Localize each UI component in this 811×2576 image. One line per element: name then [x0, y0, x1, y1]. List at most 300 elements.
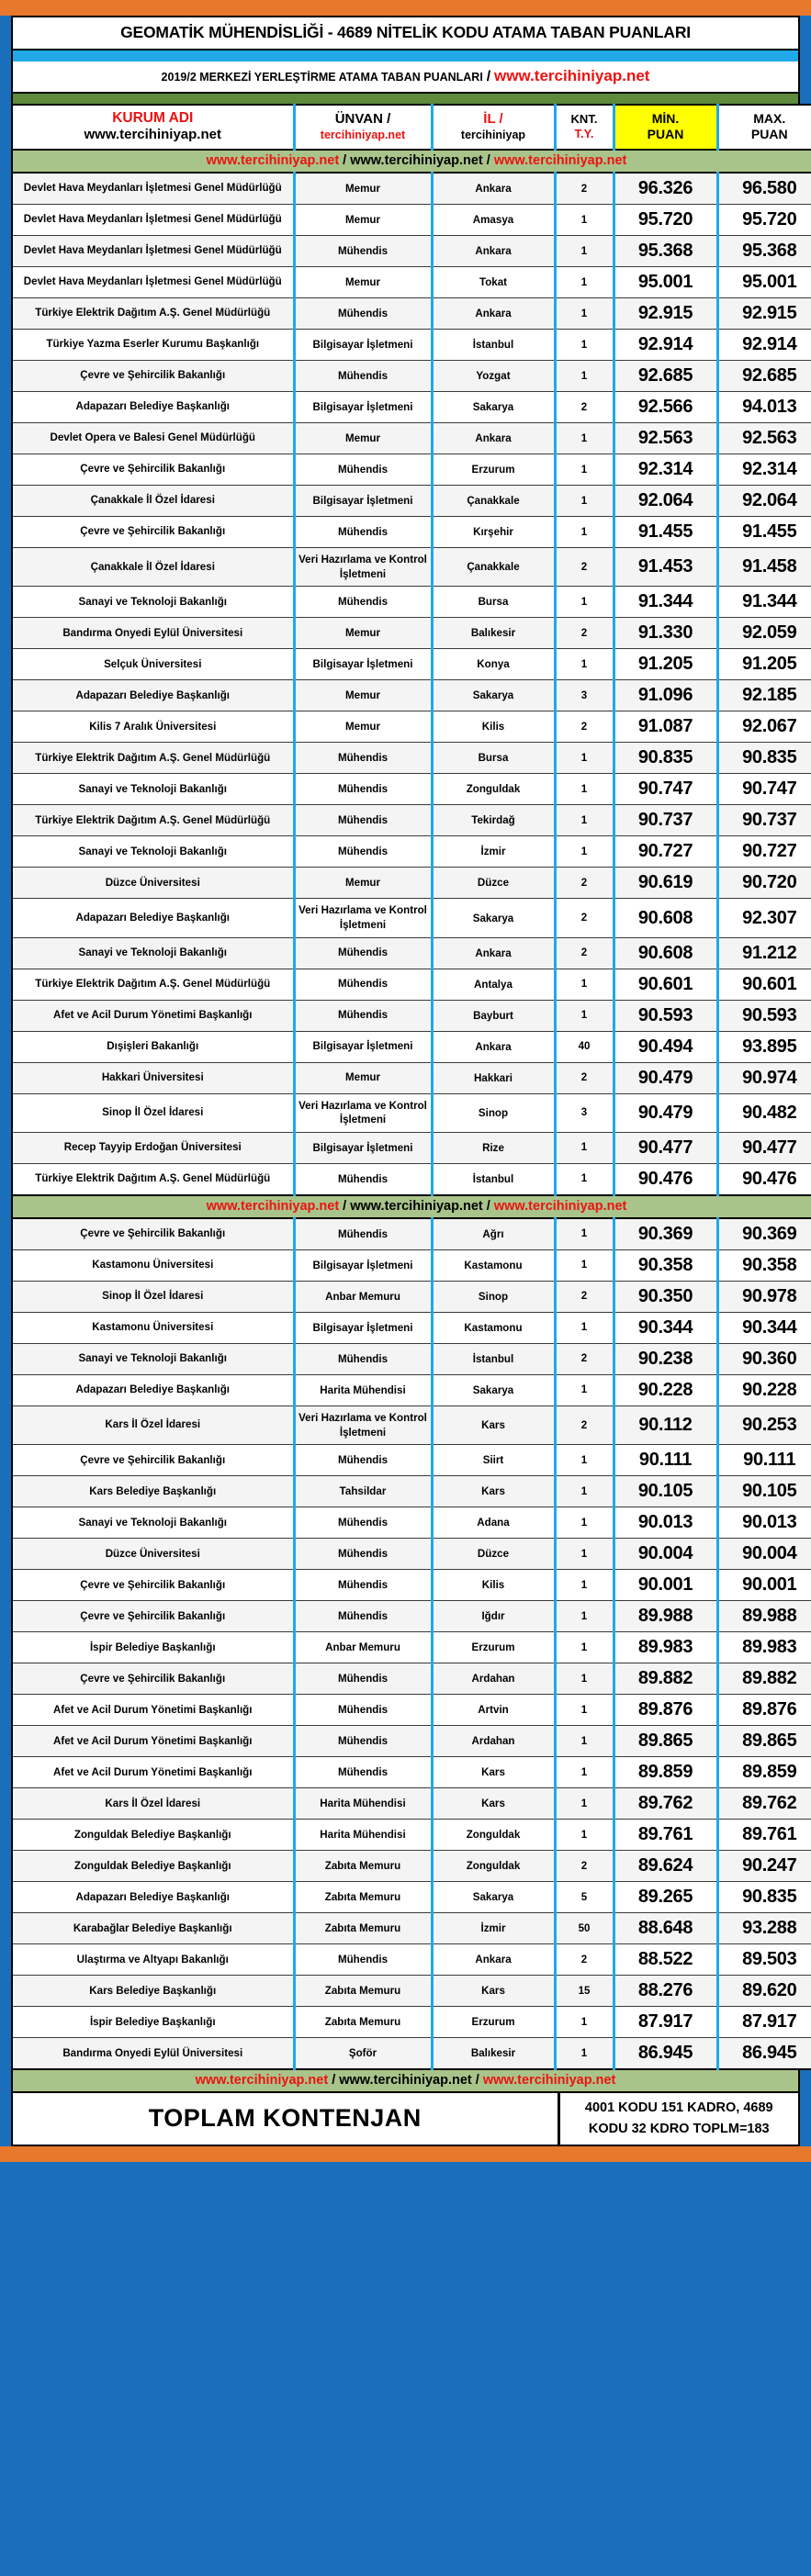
cell-il: Sakarya [432, 899, 555, 937]
website-band-cell [12, 1195, 811, 1218]
table-row[interactable] [12, 298, 811, 330]
cell-unvan: Zabıta Memuru [294, 1913, 432, 1944]
cell-unvan: Zabıta Memuru [294, 1851, 432, 1882]
table-row[interactable] [12, 205, 811, 236]
cell-kurum: Çanakkale İl Özel İdaresi [12, 548, 294, 587]
band-sep-1: / [339, 153, 351, 169]
cell-max-puan: 95.368 [717, 236, 811, 267]
cell-il: Kars [432, 1976, 555, 2007]
cell-min-puan: 90.747 [614, 774, 717, 805]
column-header-kontenjan[interactable] [555, 105, 614, 150]
cell-kontenjan: 1 [555, 649, 614, 680]
cell-min-puan: 90.344 [614, 1312, 717, 1343]
cell-unvan: Bilgisayar İşletmeni [294, 1312, 432, 1343]
cell-max-puan: 90.013 [717, 1507, 811, 1539]
cell-kurum: Adapazarı Belediye Başkanlığı [12, 899, 294, 937]
cell-kurum: Türkiye Elektrik Dağıtım A.Ş. Genel Müdürlüğü [12, 743, 294, 774]
table-row[interactable] [12, 1062, 811, 1093]
cell-max-puan: 94.013 [717, 392, 811, 423]
cell-min-puan: 91.096 [614, 680, 717, 711]
table-row[interactable] [12, 1913, 811, 1944]
website-band-cell [12, 150, 811, 173]
cell-min-puan: 91.455 [614, 517, 717, 548]
table-row[interactable] [12, 868, 811, 899]
cell-kurum: Zonguldak Belediye Başkanlığı [12, 1851, 294, 1882]
cell-il: Bayburt [432, 1000, 555, 1031]
cell-min-puan: 91.453 [614, 548, 717, 587]
cell-kontenjan: 1 [555, 298, 614, 330]
band-site-3: www.tercihiniyap.net [493, 1198, 627, 1214]
cell-max-puan: 90.727 [717, 836, 811, 868]
cell-kurum: Hakkari Üniversitesi [12, 1062, 294, 1093]
cell-min-puan: 90.494 [614, 1031, 717, 1062]
cell-kurum: Çevre ve Şehircilik Bakanlığı [12, 1601, 294, 1632]
table-row[interactable] [12, 680, 811, 711]
cell-unvan: Mühendis [294, 937, 432, 969]
cell-unvan: Veri Hazırlama ve Kontrol İşletmeni [294, 899, 432, 937]
cyan-divider [11, 50, 800, 62]
cell-kurum: Adapazarı Belediye Başkanlığı [12, 680, 294, 711]
table-row[interactable] [12, 899, 811, 937]
cell-unvan: Bilgisayar İşletmeni [294, 392, 432, 423]
cell-kurum: Devlet Opera ve Balesi Genel Müdürlüğü [12, 423, 294, 454]
band-sep-2: / [482, 1198, 494, 1214]
table-row[interactable] [12, 937, 811, 969]
cell-unvan: Memur [294, 1062, 432, 1093]
cell-kontenjan: 1 [555, 1132, 614, 1163]
cell-kurum: Çevre ve Şehircilik Bakanlığı [12, 454, 294, 486]
cell-il: Sakarya [432, 1374, 555, 1406]
cell-kontenjan: 2 [555, 899, 614, 937]
cell-min-puan: 92.685 [614, 361, 717, 392]
cell-kontenjan: 1 [555, 1476, 614, 1507]
table-row[interactable] [12, 774, 811, 805]
cell-kontenjan: 1 [555, 1312, 614, 1343]
cell-kontenjan: 2 [555, 173, 614, 205]
cell-il: Ankara [432, 937, 555, 969]
column-header-il[interactable] [432, 105, 555, 150]
cell-il: Kastamonu [432, 1249, 555, 1281]
cell-min-puan: 92.915 [614, 298, 717, 330]
cell-il: Amasya [432, 205, 555, 236]
table-row[interactable] [12, 486, 811, 517]
cell-kurum: Devlet Hava Meydanları İşletmesi Genel Müdürlüğü [12, 205, 294, 236]
cell-unvan: Mühendis [294, 236, 432, 267]
cell-max-puan: 90.747 [717, 774, 811, 805]
table-row[interactable] [12, 1632, 811, 1663]
knt-header-line1: KNT. [570, 111, 598, 126]
table-row[interactable] [12, 836, 811, 868]
cell-kontenjan: 1 [555, 1632, 614, 1663]
cell-min-puan: 92.314 [614, 454, 717, 486]
table-row[interactable] [12, 1570, 811, 1601]
cell-max-puan: 92.563 [717, 423, 811, 454]
cell-min-puan: 91.344 [614, 587, 717, 618]
cell-min-puan: 89.988 [614, 1601, 717, 1632]
table-row[interactable] [12, 361, 811, 392]
cell-kurum: Kilis 7 Aralık Üniversitesi [12, 711, 294, 743]
table-row[interactable] [12, 649, 811, 680]
cell-il: Siirt [432, 1445, 555, 1476]
cell-il: Sakarya [432, 680, 555, 711]
table-row[interactable] [12, 743, 811, 774]
cell-il: İstanbul [432, 330, 555, 361]
cell-kontenjan: 1 [555, 1249, 614, 1281]
table-row[interactable] [12, 1851, 811, 1882]
cell-min-puan: 90.601 [614, 969, 717, 1000]
table-row[interactable] [12, 267, 811, 298]
cell-unvan: Harita Mühendisi [294, 1374, 432, 1406]
cell-kontenjan: 1 [555, 267, 614, 298]
cell-max-puan: 92.314 [717, 454, 811, 486]
band-site-2: www.tercihiniyap.net [350, 153, 483, 169]
cell-il: Balıkesir [432, 2038, 555, 2070]
table-row[interactable] [12, 1539, 811, 1570]
cell-kontenjan: 1 [555, 1695, 614, 1726]
cell-kurum: Afet ve Acil Durum Yönetimi Başkanlığı [12, 1726, 294, 1757]
table-row[interactable] [12, 392, 811, 423]
cell-unvan: Harita Mühendisi [294, 1820, 432, 1851]
cell-max-puan: 90.720 [717, 868, 811, 899]
cell-max-puan: 90.358 [717, 1249, 811, 1281]
column-header-kurum[interactable] [12, 105, 294, 150]
cell-kurum: Sanayi ve Teknoloji Bakanlığı [12, 587, 294, 618]
cell-il: Kars [432, 1406, 555, 1444]
cell-min-puan: 89.761 [614, 1820, 717, 1851]
cell-max-puan: 90.105 [717, 1476, 811, 1507]
table-row[interactable] [12, 1406, 811, 1444]
table-row[interactable] [12, 1093, 811, 1132]
table-row[interactable] [12, 1445, 811, 1476]
cell-kontenjan: 2 [555, 1944, 614, 1976]
table-row[interactable] [12, 423, 811, 454]
cell-unvan: Mühendis [294, 1343, 432, 1374]
cell-min-puan: 92.914 [614, 330, 717, 361]
table-row[interactable] [12, 1249, 811, 1281]
cell-il: Ankara [432, 298, 555, 330]
table-row[interactable] [12, 1374, 811, 1406]
cell-kontenjan: 3 [555, 1093, 614, 1132]
cell-il: Konya [432, 649, 555, 680]
cell-il: Rize [432, 1132, 555, 1163]
cell-kurum: Düzce Üniversitesi [12, 868, 294, 899]
cell-max-puan: 90.477 [717, 1132, 811, 1163]
table-row[interactable] [12, 330, 811, 361]
cell-unvan: Mühendis [294, 298, 432, 330]
cell-max-puan: 92.914 [717, 330, 811, 361]
cell-kurum: Devlet Hava Meydanları İşletmesi Genel Müdürlüğü [12, 173, 294, 205]
table-row[interactable] [12, 1820, 811, 1851]
cell-min-puan: 89.882 [614, 1663, 717, 1695]
table-row[interactable] [12, 1507, 811, 1539]
cell-unvan: Mühendis [294, 1163, 432, 1195]
cell-max-puan: 91.344 [717, 587, 811, 618]
cell-max-puan: 90.737 [717, 805, 811, 836]
cell-unvan: Zabıta Memuru [294, 1882, 432, 1913]
cell-kurum: Türkiye Elektrik Dağıtım A.Ş. Genel Müdürlüğü [12, 1163, 294, 1195]
cell-kurum: Adapazarı Belediye Başkanlığı [12, 1374, 294, 1406]
cell-unvan: Mühendis [294, 1726, 432, 1757]
table-row[interactable] [12, 1695, 811, 1726]
cell-unvan: Veri Hazırlama ve Kontrol İşletmeni [294, 1093, 432, 1132]
table-row[interactable] [12, 711, 811, 743]
cell-min-puan: 90.476 [614, 1163, 717, 1195]
cell-il: Tekirdağ [432, 805, 555, 836]
cell-min-puan: 90.350 [614, 1281, 717, 1312]
cell-kurum: Sanayi ve Teknoloji Bakanlığı [12, 836, 294, 868]
cell-il: Kilis [432, 711, 555, 743]
table-row[interactable] [12, 1132, 811, 1163]
cell-il: Yozgat [432, 361, 555, 392]
il-header-line2: tercihiniyap [460, 128, 526, 141]
table-body [12, 150, 811, 2069]
cell-kontenjan: 2 [555, 1343, 614, 1374]
cell-il: Antalya [432, 969, 555, 1000]
cell-max-puan: 93.895 [717, 1031, 811, 1062]
table-row[interactable] [12, 1312, 811, 1343]
cell-max-puan: 89.761 [717, 1820, 811, 1851]
cell-kurum: Çevre ve Şehircilik Bakanlığı [12, 361, 294, 392]
cell-max-puan: 93.288 [717, 1913, 811, 1944]
cell-kontenjan: 1 [555, 1000, 614, 1031]
cell-unvan: Veri Hazırlama ve Kontrol İşletmeni [294, 548, 432, 587]
cell-kontenjan: 2 [555, 868, 614, 899]
cell-max-puan: 91.455 [717, 517, 811, 548]
cell-unvan: Mühendis [294, 517, 432, 548]
table-row[interactable] [12, 517, 811, 548]
cell-kurum: Sanayi ve Teknoloji Bakanlığı [12, 937, 294, 969]
cell-max-puan: 89.983 [717, 1632, 811, 1663]
cell-kontenjan: 1 [555, 517, 614, 548]
cell-unvan: Mühendis [294, 1218, 432, 1250]
cell-kurum: Çevre ve Şehircilik Bakanlığı [12, 1570, 294, 1601]
cell-il: Çanakkale [432, 486, 555, 517]
cell-kontenjan: 1 [555, 1570, 614, 1601]
il-header-line1: İL / [483, 110, 503, 127]
cell-max-puan: 92.067 [717, 711, 811, 743]
total-value [558, 2093, 799, 2145]
max-header-line1: MAX. [753, 110, 786, 126]
cell-kurum: Devlet Hava Meydanları İşletmesi Genel Müdürlüğü [12, 267, 294, 298]
table-row[interactable] [12, 1882, 811, 1913]
table-row[interactable] [12, 1281, 811, 1312]
cell-il: Kars [432, 1788, 555, 1820]
cell-il: Zonguldak [432, 1851, 555, 1882]
cell-kurum: Adapazarı Belediye Başkanlığı [12, 392, 294, 423]
cell-kurum: Çanakkale İl Özel İdaresi [12, 486, 294, 517]
cell-min-puan: 90.479 [614, 1093, 717, 1132]
cell-min-puan: 90.619 [614, 868, 717, 899]
cell-unvan: Mühendis [294, 1570, 432, 1601]
cell-max-puan: 90.835 [717, 743, 811, 774]
table-header [12, 105, 811, 150]
table-row[interactable] [12, 618, 811, 649]
table-row[interactable] [12, 1476, 811, 1507]
cell-il: Artvin [432, 1695, 555, 1726]
cell-kurum: Karabağlar Belediye Başkanlığı [12, 1913, 294, 1944]
subtitle-separator: / [486, 69, 491, 84]
cell-kurum: Recep Tayyip Erdoğan Üniversitesi [12, 1132, 294, 1163]
cell-min-puan: 90.737 [614, 805, 717, 836]
table-row[interactable] [12, 587, 811, 618]
cell-unvan: Memur [294, 711, 432, 743]
column-header-min-puan[interactable] [614, 105, 717, 150]
table-row[interactable] [12, 1663, 811, 1695]
cell-min-puan: 90.727 [614, 836, 717, 868]
cell-unvan: Mühendis [294, 1445, 432, 1476]
cell-il: Ankara [432, 1031, 555, 1062]
cell-kurum: Sanayi ve Teknoloji Bakanlığı [12, 1507, 294, 1539]
cell-min-puan: 90.013 [614, 1507, 717, 1539]
cell-min-puan: 90.479 [614, 1062, 717, 1093]
cell-kurum: Afet ve Acil Durum Yönetimi Başkanlığı [12, 1757, 294, 1788]
cell-il: İstanbul [432, 1163, 555, 1195]
cell-unvan: Veri Hazırlama ve Kontrol İşletmeni [294, 1406, 432, 1444]
table-row[interactable] [12, 1976, 811, 2007]
column-header-max-puan[interactable] [717, 105, 811, 150]
cell-il: Zonguldak [432, 1820, 555, 1851]
max-header-line2: PUAN [750, 127, 788, 142]
cell-kontenjan: 1 [555, 774, 614, 805]
table-row[interactable] [12, 1757, 811, 1788]
table-row[interactable] [12, 1343, 811, 1374]
cell-min-puan: 91.205 [614, 649, 717, 680]
cell-kurum: Çevre ve Şehircilik Bakanlığı [12, 1445, 294, 1476]
cell-il: Balıkesir [432, 618, 555, 649]
cell-unvan: Memur [294, 680, 432, 711]
subtitle-text: 2019/2 MERKEZİ YERLEŞTİRME ATAMA TABAN PUANLARI [161, 71, 483, 84]
table-row[interactable] [12, 1944, 811, 1976]
cell-il: Sinop [432, 1281, 555, 1312]
cell-kontenjan: 2 [555, 1851, 614, 1882]
table-row[interactable] [12, 1601, 811, 1632]
cell-unvan: Mühendis [294, 1601, 432, 1632]
cell-max-puan: 90.835 [717, 1882, 811, 1913]
cell-unvan: Mühendis [294, 743, 432, 774]
table-row[interactable] [12, 1000, 811, 1031]
cell-kontenjan: 1 [555, 423, 614, 454]
cell-min-puan: 90.112 [614, 1406, 717, 1444]
cell-il: Ankara [432, 423, 555, 454]
table-row[interactable] [12, 454, 811, 486]
table-row[interactable] [12, 1218, 811, 1250]
cell-kontenjan: 2 [555, 1062, 614, 1093]
cell-min-puan: 90.608 [614, 899, 717, 937]
cell-unvan: Mühendis [294, 361, 432, 392]
cell-kontenjan: 1 [555, 1445, 614, 1476]
table-row[interactable] [12, 2038, 811, 2070]
cell-max-puan: 90.004 [717, 1539, 811, 1570]
cell-max-puan: 89.620 [717, 1976, 811, 2007]
table-row[interactable] [12, 1726, 811, 1757]
table-row[interactable] [12, 1031, 811, 1062]
cell-il: Ankara [432, 236, 555, 267]
top-orange-bar [0, 0, 811, 16]
cell-unvan: Mühendis [294, 1944, 432, 1976]
cell-kontenjan: 1 [555, 361, 614, 392]
cell-kontenjan: 2 [555, 1281, 614, 1312]
cell-unvan: Memur [294, 205, 432, 236]
cell-kontenjan: 2 [555, 392, 614, 423]
cell-unvan: Bilgisayar İşletmeni [294, 649, 432, 680]
column-header-unvan[interactable] [294, 105, 432, 150]
cell-kontenjan: 1 [555, 236, 614, 267]
cell-min-puan: 90.111 [614, 1445, 717, 1476]
kurum-header-line2: www.tercihiniyap.net [84, 127, 221, 143]
cell-unvan: Bilgisayar İşletmeni [294, 1132, 432, 1163]
cell-kontenjan: 1 [555, 330, 614, 361]
cell-il: Zonguldak [432, 774, 555, 805]
cell-il: Erzurum [432, 1632, 555, 1663]
cell-min-puan: 90.477 [614, 1132, 717, 1163]
cell-unvan: Mühendis [294, 1539, 432, 1570]
cell-kurum: Selçuk Üniversitesi [12, 649, 294, 680]
table-row[interactable] [12, 236, 811, 267]
cell-unvan: Mühendis [294, 587, 432, 618]
cell-max-puan: 90.344 [717, 1312, 811, 1343]
cell-il: Bursa [432, 743, 555, 774]
cell-max-puan: 90.111 [717, 1445, 811, 1476]
cell-il: İstanbul [432, 1343, 555, 1374]
cell-max-puan: 90.593 [717, 1000, 811, 1031]
table-row[interactable] [12, 173, 811, 205]
cell-kontenjan: 1 [555, 1788, 614, 1820]
table-row[interactable] [12, 805, 811, 836]
cell-il: Hakkari [432, 1062, 555, 1093]
cell-kontenjan: 3 [555, 680, 614, 711]
cell-kurum: Türkiye Yazma Eserler Kurumu Başkanlığı [12, 330, 294, 361]
cell-kontenjan: 1 [555, 1374, 614, 1406]
table-row[interactable] [12, 969, 811, 1000]
cell-min-puan: 89.876 [614, 1695, 717, 1726]
cell-kontenjan: 1 [555, 205, 614, 236]
cell-max-puan: 89.859 [717, 1757, 811, 1788]
band-sep-2: / [482, 153, 494, 169]
cell-kontenjan: 1 [555, 836, 614, 868]
cell-min-puan: 90.358 [614, 1249, 717, 1281]
cell-kontenjan: 40 [555, 1031, 614, 1062]
cell-kontenjan: 1 [555, 1820, 614, 1851]
cell-unvan: Şoför [294, 2038, 432, 2070]
cell-min-puan: 87.917 [614, 2007, 717, 2038]
band-site-1: www.tercihiniyap.net [206, 153, 340, 169]
cell-max-puan: 91.212 [717, 937, 811, 969]
cell-il: Kars [432, 1757, 555, 1788]
cell-min-puan: 90.228 [614, 1374, 717, 1406]
cell-kurum: İspir Belediye Başkanlığı [12, 1632, 294, 1663]
table-row[interactable] [12, 1788, 811, 1820]
cell-min-puan: 89.265 [614, 1882, 717, 1913]
cell-il: Kastamonu [432, 1312, 555, 1343]
cell-kurum: Sinop İl Özel İdaresi [12, 1281, 294, 1312]
cell-min-puan: 89.624 [614, 1851, 717, 1882]
cell-min-puan: 88.276 [614, 1976, 717, 2007]
table-row[interactable] [12, 2007, 811, 2038]
table-row[interactable] [12, 548, 811, 587]
cell-min-puan: 90.105 [614, 1476, 717, 1507]
cell-kurum: Çevre ve Şehircilik Bakanlığı [12, 517, 294, 548]
table-row[interactable] [12, 1163, 811, 1195]
cell-max-puan: 90.360 [717, 1343, 811, 1374]
cell-min-puan: 95.368 [614, 236, 717, 267]
cell-il: Ağrı [432, 1218, 555, 1250]
cell-unvan: Mühendis [294, 836, 432, 868]
footer-website-band [11, 2070, 800, 2093]
cell-il: Bursa [432, 587, 555, 618]
cell-il: Iğdır [432, 1601, 555, 1632]
cell-kurum: Kastamonu Üniversitesi [12, 1249, 294, 1281]
cell-min-puan: 89.859 [614, 1757, 717, 1788]
